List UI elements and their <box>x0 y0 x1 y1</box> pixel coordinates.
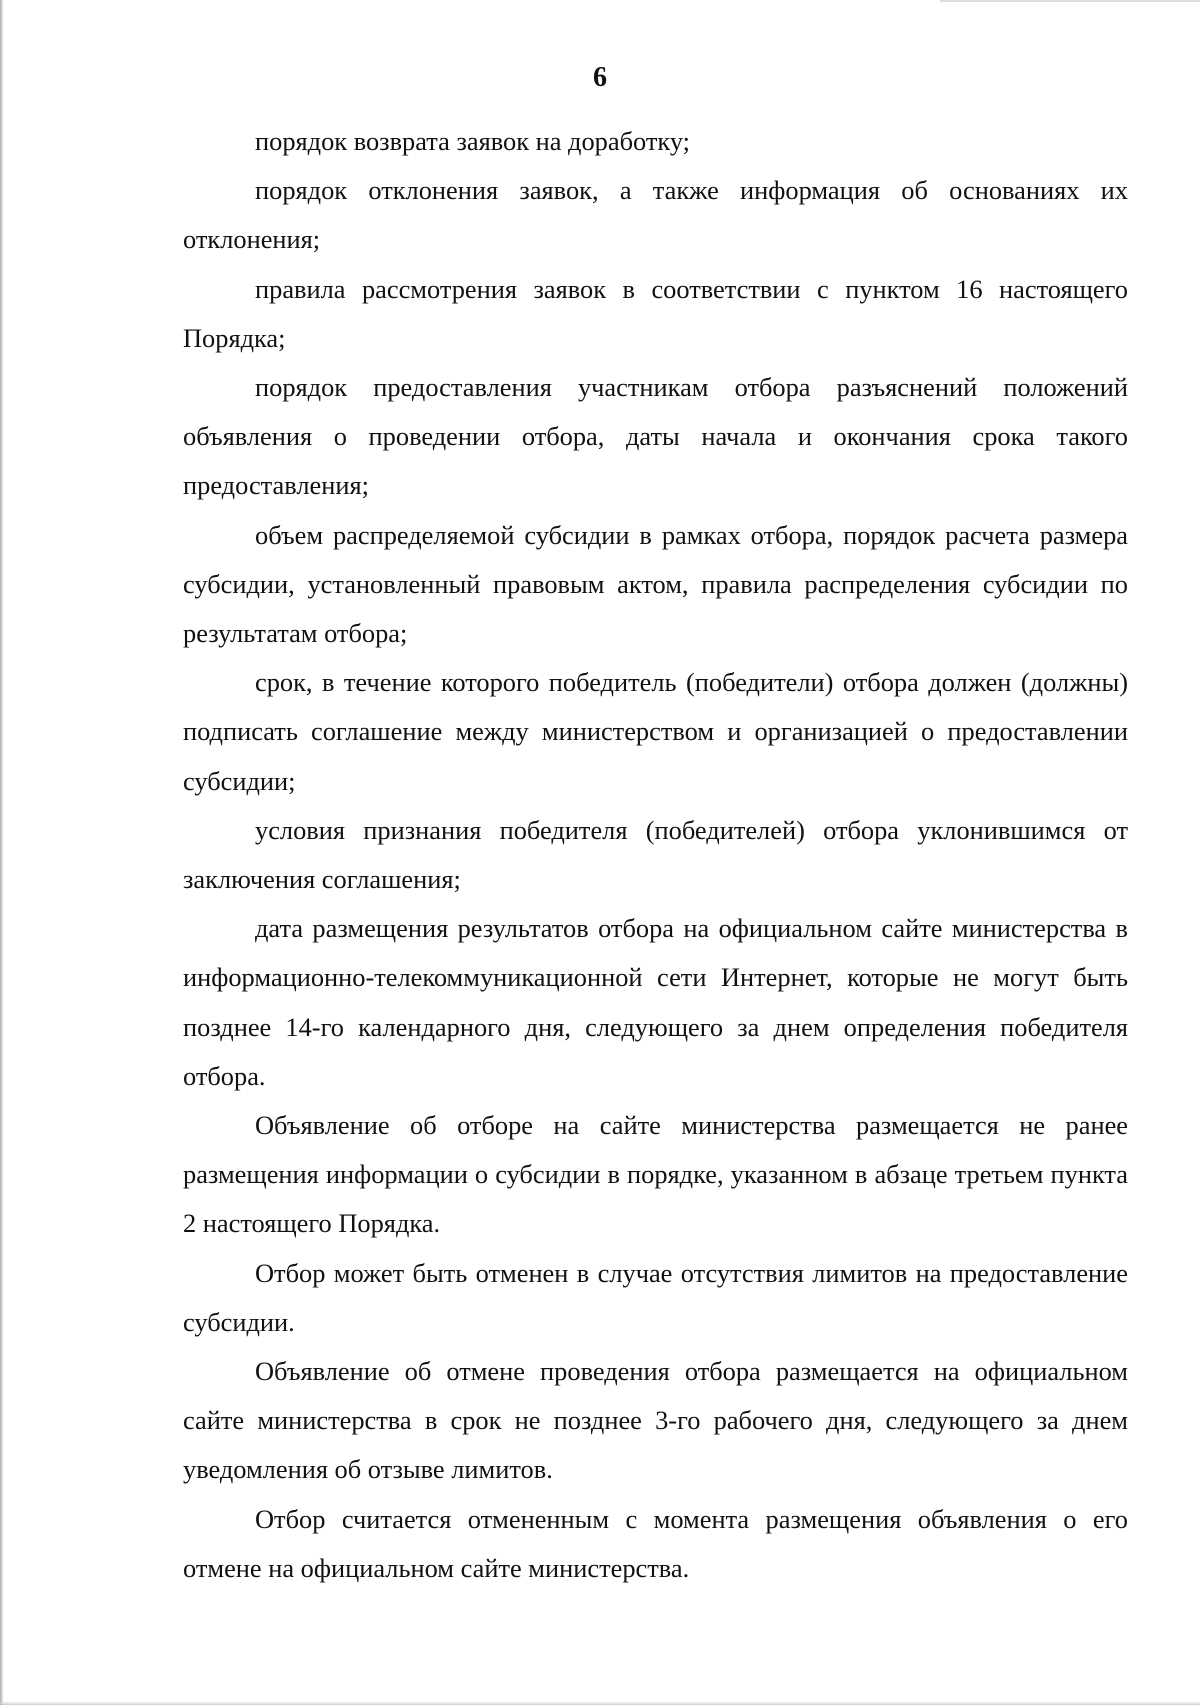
paragraph: правила рассмотрения заявок в соответствии с пунктом 16 настоящего Порядка; <box>183 273 1128 353</box>
scan-edge-top <box>940 0 1200 2</box>
paragraph: срок, в течение которого победитель (победители) отбора должен (должны) подписать соглашение между министерством и организацией о предоставлении субсидии; <box>183 667 1128 796</box>
paragraph: порядок возврата заявок на доработку; <box>255 126 691 156</box>
paragraph: Объявление об отмене проведения отбора размещается на официальном сайте министерства в срок не позднее 3-го рабочего дня, следующего за днем уведомления об отзыве лимитов. <box>183 1356 1128 1485</box>
paragraph: порядок предоставления участникам отбора разъяснений положений объявления о проведении отбора, даты начала и окончания срока такого предоставления; <box>183 372 1128 501</box>
paragraph: условия признания победителя (победителей) отбора уклонившимся от заключения соглашения; <box>183 814 1128 895</box>
scan-edge-bottom <box>0 1701 1200 1705</box>
document-body <box>183 117 1128 1593</box>
paragraph: Объявление об отборе на сайте министерства размещается не ранее размещения информации о субсидии в порядке, указанном в абзаце третьем пункта 2 настоящего Порядка. <box>183 1110 1128 1239</box>
paragraph: Отбор считается отмененным с момента размещения объявления о его отмене на официальном сайте министерства. <box>183 1503 1128 1583</box>
paragraph: Отбор может быть отменен в случае отсутствия лимитов на предоставление субсидии. <box>183 1257 1128 1337</box>
page-number: 6 <box>593 62 607 93</box>
paragraph: объем распределяемой субсидии в рамках отбора, порядок расчета размера субсидии, установленный правовым актом, правила распределения субсидии по результатам отбора; <box>183 519 1128 649</box>
paragraph: дата размещения результатов отбора на официальном сайте министерства в информационно-телекоммуникационной сети Интернет, которые не могут быть позднее 14-го календарного дня, следующего за днем определения победителя отбора. <box>183 913 1128 1091</box>
scan-edge-left <box>0 0 3 1705</box>
paragraph: порядок отклонения заявок, а также информация об основаниях их отклонения; <box>183 175 1128 255</box>
